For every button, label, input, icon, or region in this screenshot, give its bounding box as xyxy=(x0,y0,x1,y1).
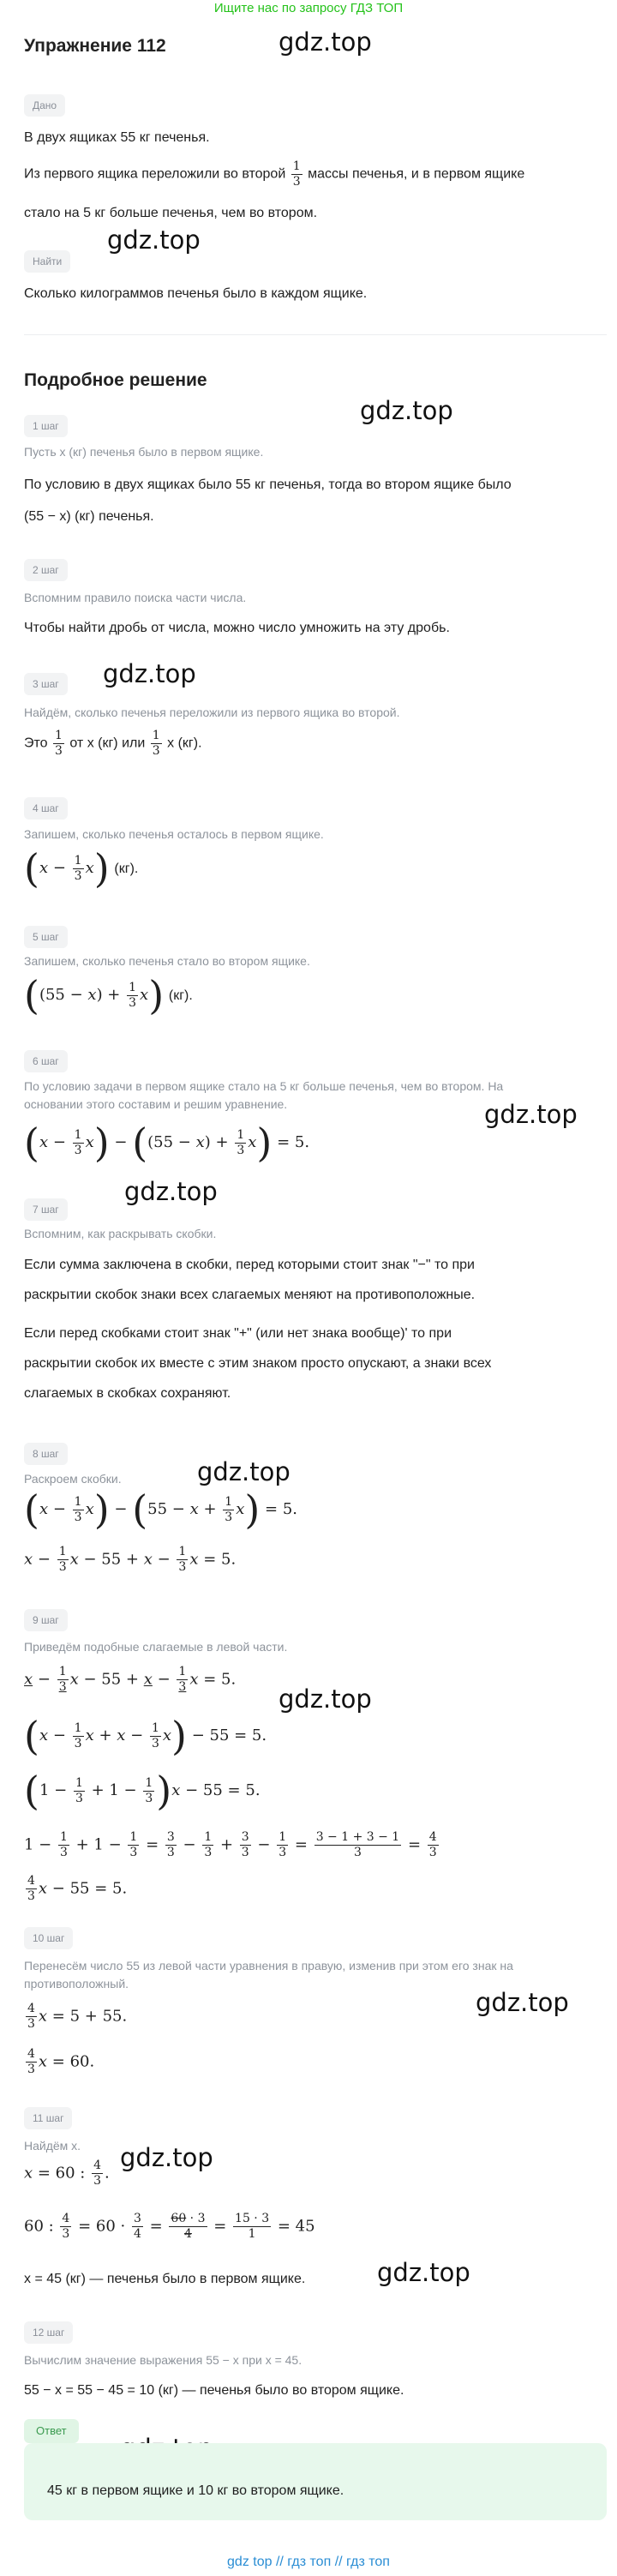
step-2-text: Чтобы найти дробь от числа, можно число умножить на эту дробь. xyxy=(24,621,450,635)
find-badge: Найти xyxy=(24,250,70,273)
step-8-equation-1: (x − $\frac{1}{3}$ x) − (55 − x + $\frac{1}{3}$ x) = 5. xyxy=(24,1486,298,1533)
watermark: gdz.top xyxy=(476,1988,569,2017)
step-9-equation-2: (x − $\frac{1}{3}$ x + x − $\frac{1}{3}$ x) − 55 = 5. xyxy=(24,1713,267,1759)
step-3-unit: x (кг). xyxy=(167,736,202,751)
step-9-badge: 9 шаг xyxy=(24,1609,68,1631)
find-text: Сколько килограммов печенья было в каждом ящике. xyxy=(24,286,368,301)
step-9-equation-4: 1 − $\frac{1}{3}$ + 1 − $\frac{1}{3}$ = $\frac{3}{3}$ − $\frac{1}{3}$ + $\frac{3}{3}$ − $\frac{1}{3}$ = $\frac{3 - 1 + 3 - 1}{3}$ = $\frac{4}{3}$ xyxy=(24,1830,437,1859)
fraction-one-third: $\frac{1}{3}$ xyxy=(55,729,63,758)
step-4-hint: Запишем, сколько печенья осталось в первом ящике. xyxy=(24,827,324,841)
step-11-result: x = 45 (кг) — печенья было в первом ящике. xyxy=(24,2272,306,2286)
step-6-hint: По условию задачи в первом ящике стало на 5 кг больше печенья, чем во втором. На xyxy=(24,1079,504,1093)
step-8-badge: 8 шаг xyxy=(24,1443,68,1465)
page-title: Упражнение 112 xyxy=(24,36,166,56)
step-10-hint: Перенесём число 55 из левой части уравнения в правую, изменив при этом его знак на xyxy=(24,1959,513,1973)
top-banner[interactable]: Ищите нас по запросу ГДЗ ТОП xyxy=(213,1,404,15)
fraction-one-third: $\frac{1}{3}$ xyxy=(292,159,301,189)
step-6-hint-2: основании этого составим и решим уравнение. xyxy=(24,1097,288,1111)
step-7-rule-2b: раскрытии скобок их вместе с этим знаком просто опускают, а знаки всех xyxy=(24,1356,492,1371)
step-7-rule-2: Если перед скобками стоит знак "+" (или нет знака вообще)' то при xyxy=(24,1326,452,1341)
watermark: gdz.top xyxy=(124,1177,218,1206)
footer-links[interactable]: gdz top // гдз топ // гдз топ xyxy=(227,2555,390,2569)
watermark: gdz.top xyxy=(103,659,196,688)
step-3-of-x: от x (кг) или xyxy=(69,736,146,751)
fraction-one-third: $\frac{1}{3}$ xyxy=(152,729,160,758)
step-1-text: По условию в двух ящиках было 55 кг печенья, тогда во втором ящике было xyxy=(24,477,512,492)
step-10-badge: 10 шаг xyxy=(24,1927,73,1949)
step-11-equation-1: x = 60 : $\frac{4}{3}$ . xyxy=(24,2159,110,2188)
step-7-rule-1: Если сумма заключена в скобки, перед которыми стоит знак "−" то при xyxy=(24,1258,475,1272)
watermark: gdz.top xyxy=(377,2258,470,2287)
divider xyxy=(24,334,607,335)
step-12-badge: 12 шаг xyxy=(24,2321,73,2344)
step-3-badge: 3 шаг xyxy=(24,673,68,695)
step-4-badge: 4 шаг xyxy=(24,797,68,820)
answer-badge: Ответ xyxy=(24,2419,79,2443)
step-7-hint: Вспомним, как раскрывать скобки. xyxy=(24,1227,217,1240)
watermark: gdz.top xyxy=(197,1457,291,1486)
step-3-text xyxy=(24,729,202,759)
step-7-rule-2c: слагаемых в скобках сохраняют. xyxy=(24,1386,231,1401)
given-line-1: В двух ящиках 55 кг печенья. xyxy=(24,130,210,145)
step-5-hint: Запишем, сколько печенья стало во втором ящике. xyxy=(24,954,310,968)
step-5-expression: ((55 − x) + $\frac{1}{3}$ x) (кг). xyxy=(24,972,193,1018)
step-4-expression: (x − $\frac{1}{3}$ x) (кг). xyxy=(24,845,139,892)
step-9-equation-3: (1 − $\frac{1}{3}$ + 1 − $\frac{1}{3}$ )x − 55 = 5. xyxy=(24,1768,261,1814)
given-line-2a: Из первого ящика переложили во второй xyxy=(24,166,286,182)
step-8-hint: Раскроем скобки. xyxy=(24,1472,122,1486)
step-11-badge: 11 шаг xyxy=(24,2107,72,2129)
given-badge: Дано xyxy=(24,94,65,117)
unit-label: (кг). xyxy=(114,862,139,876)
watermark: gdz.top xyxy=(279,1684,372,1714)
step-2-badge: 2 шаг xyxy=(24,559,68,581)
watermark: gdz.top xyxy=(120,2143,213,2172)
step-1-text-2: (55 − x) (кг) печенья. xyxy=(24,509,154,524)
step-3-this: Это xyxy=(24,736,48,751)
step-10-equation-2: $\frac{4}{3}$ x = 60. xyxy=(27,2047,95,2076)
watermark: gdz.top xyxy=(107,225,201,255)
watermark: gdz.top xyxy=(484,1100,578,1129)
step-6-equation: (x − $\frac{1}{3}$ x) − ((55 − x) + $\frac{1}{3}$ x) = 5. xyxy=(24,1120,310,1166)
solution-title: Подробное решение xyxy=(24,370,207,390)
step-12-result: 55 − x = 55 − 45 = 10 (кг) — печенья было во втором ящике. xyxy=(24,2383,404,2398)
step-5-badge: 5 шаг xyxy=(24,926,68,948)
step-9-equation-5: $\frac{4}{3}$ x − 55 = 5. xyxy=(27,1874,128,1903)
step-1-hint: Пусть x (кг) печенья было в первом ящике. xyxy=(24,445,264,459)
watermark: gdz.top xyxy=(279,27,372,57)
step-7-rule-1b: раскрытии скобок знаки всех слагаемых меняют на противоположные. xyxy=(24,1288,476,1302)
step-7-badge: 7 шаг xyxy=(24,1198,68,1221)
step-10-equation-1: $\frac{4}{3}$ x = 5 + 55. xyxy=(27,2002,128,2031)
answer-text: 45 кг в первом ящике и 10 кг во втором ящике. xyxy=(47,2483,344,2498)
step-1-badge: 1 шаг xyxy=(24,415,68,437)
step-3-hint: Найдём, сколько печенья переложили из первого ящика во второй. xyxy=(24,706,400,719)
step-9-equation-1: x − $\frac{1}{3}$ x − 55 + x − $\frac{1}{3}$ x = 5. xyxy=(24,1665,237,1694)
step-10-hint-2: противоположный. xyxy=(24,1977,129,1991)
given-line-2 xyxy=(24,159,524,189)
step-11-hint: Найдём x. xyxy=(24,2139,81,2153)
watermark: gdz.top xyxy=(360,396,453,425)
step-6-badge: 6 шаг xyxy=(24,1050,68,1072)
step-12-hint: Вычислим значение выражения 55 − x при x = 45. xyxy=(24,2353,303,2367)
step-11-equation-2: 60 : $\frac{4}{3}$ = 60 · $\frac{3}{4}$ = $\frac{60 \cdot 3}{4}$ = $\frac{15 \cdot 3}{1}$ = 45 xyxy=(24,2212,315,2241)
given-line-2b: массы печенья, и в первом ящике xyxy=(308,166,525,182)
step-2-hint: Вспомним правило поиска части числа. xyxy=(24,591,247,604)
step-9-hint: Приведём подобные слагаемые в левой части. xyxy=(24,1640,288,1654)
given-line-3: стало на 5 кг больше печенья, чем во втором. xyxy=(24,206,318,220)
step-8-equation-2: x − $\frac{1}{3}$ x − 55 + x − $\frac{1}{3}$ x = 5. xyxy=(24,1545,237,1574)
unit-label: (кг). xyxy=(168,988,193,1003)
